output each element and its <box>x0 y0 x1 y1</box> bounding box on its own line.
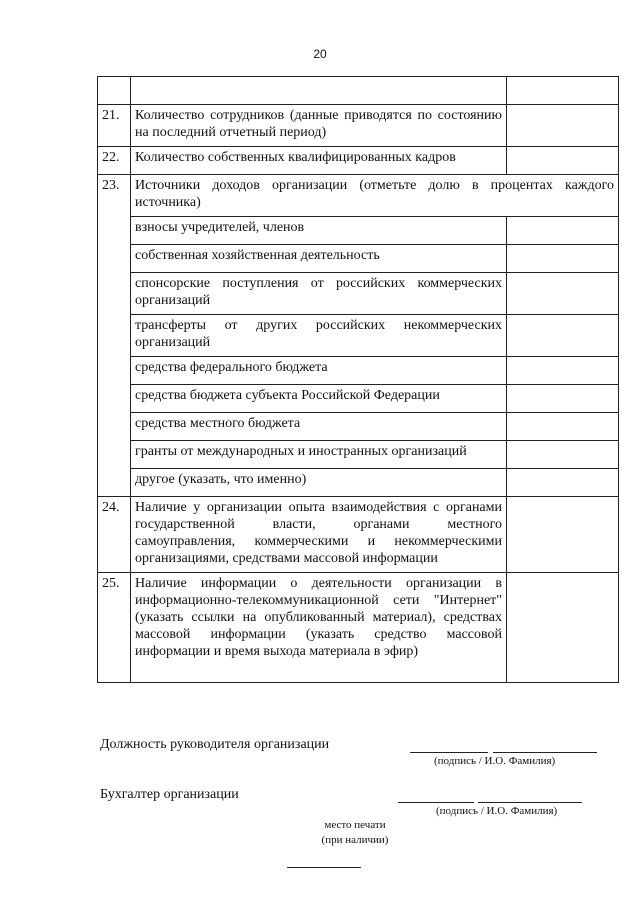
income-source-row <box>98 469 619 497</box>
row-label: Наличие у организации опыта взаимодействия с органами государственной власти, органами местного самоуправления, коммерческими и некоммерческими организациями, средствами массовой информации <box>131 497 507 573</box>
table-row <box>98 497 619 573</box>
accountant-label: Бухгалтер организации <box>100 787 239 802</box>
accountant-signature-caption: (подпись / И.О. Фамилия) <box>436 805 558 817</box>
income-source-label: средства местного бюджета <box>131 413 507 441</box>
income-source-label: собственная хозяйственная деятельность <box>131 245 507 273</box>
table-row <box>98 105 619 147</box>
head-signature-line[interactable] <box>410 751 488 753</box>
income-source-row <box>98 245 619 273</box>
income-source-row <box>98 273 619 315</box>
stamp-line <box>287 866 361 868</box>
income-source-row <box>98 357 619 385</box>
head-name-line[interactable] <box>493 751 597 753</box>
income-source-label: спонсорские поступления от российских коммерческих организаций <box>131 273 507 315</box>
row-number: 24. <box>98 497 131 573</box>
row-number: 22. <box>98 147 131 175</box>
page-number: 20 <box>313 47 327 61</box>
income-source-row <box>98 413 619 441</box>
row-label: Наличие информации о деятельности организации в информационно-телекоммуникационной сети "Интернет" (указать ссылки на опубликованный материал), средствах массовой информации (указать средство массовой информации и время выхода материала в эфир) <box>131 573 507 683</box>
income-share-cell[interactable] <box>507 385 619 413</box>
income-share-cell[interactable] <box>507 441 619 469</box>
income-share-cell[interactable] <box>507 245 619 273</box>
income-source-row <box>98 217 619 245</box>
organization-info-table <box>97 76 619 683</box>
income-share-cell[interactable] <box>507 357 619 385</box>
accountant-signature-line[interactable] <box>398 801 474 803</box>
row-label: Количество сотрудников (данные приводятся по состоянию на последний отчетный период) <box>131 105 507 147</box>
stamp-optional-label: (при наличии) <box>321 834 389 846</box>
income-source-label: средства бюджета субъекта Российской Федерации <box>131 385 507 413</box>
income-source-label: гранты от международных и иностранных организаций <box>131 441 507 469</box>
income-source-row <box>98 441 619 469</box>
value-cell[interactable] <box>507 105 619 147</box>
accountant-name-line[interactable] <box>478 801 582 803</box>
table-row <box>98 77 619 105</box>
table-row <box>98 175 619 217</box>
stamp-place-label: место печати <box>324 819 386 831</box>
row-number: 21. <box>98 105 131 147</box>
income-source-row <box>98 385 619 413</box>
income-source-label: другое (указать, что именно) <box>131 469 507 497</box>
income-share-cell[interactable] <box>507 469 619 497</box>
table-row <box>98 573 619 683</box>
income-source-label: взносы учредителей, членов <box>131 217 507 245</box>
income-source-row <box>98 315 619 357</box>
row-label <box>131 77 507 105</box>
value-cell[interactable] <box>507 497 619 573</box>
row-label: Источники доходов организации (отметьте долю в процентах каждого источника) <box>131 175 619 217</box>
head-position-label: Должность руководителя организации <box>100 737 330 752</box>
value-cell[interactable] <box>507 147 619 175</box>
income-share-cell[interactable] <box>507 217 619 245</box>
income-source-label: трансферты от других российских некоммерческих организаций <box>131 315 507 357</box>
row-number: 25. <box>98 573 131 683</box>
income-share-cell[interactable] <box>507 273 619 315</box>
row-number <box>98 77 131 105</box>
income-share-cell[interactable] <box>507 413 619 441</box>
income-source-label: средства федерального бюджета <box>131 357 507 385</box>
value-cell[interactable] <box>507 573 619 683</box>
value-cell[interactable] <box>507 77 619 105</box>
head-signature-caption: (подпись / И.О. Фамилия) <box>434 755 556 767</box>
row-label: Количество собственных квалифицированных кадров <box>131 147 507 175</box>
row-number: 23. <box>98 175 131 497</box>
income-share-cell[interactable] <box>507 315 619 357</box>
table-row <box>98 147 619 175</box>
